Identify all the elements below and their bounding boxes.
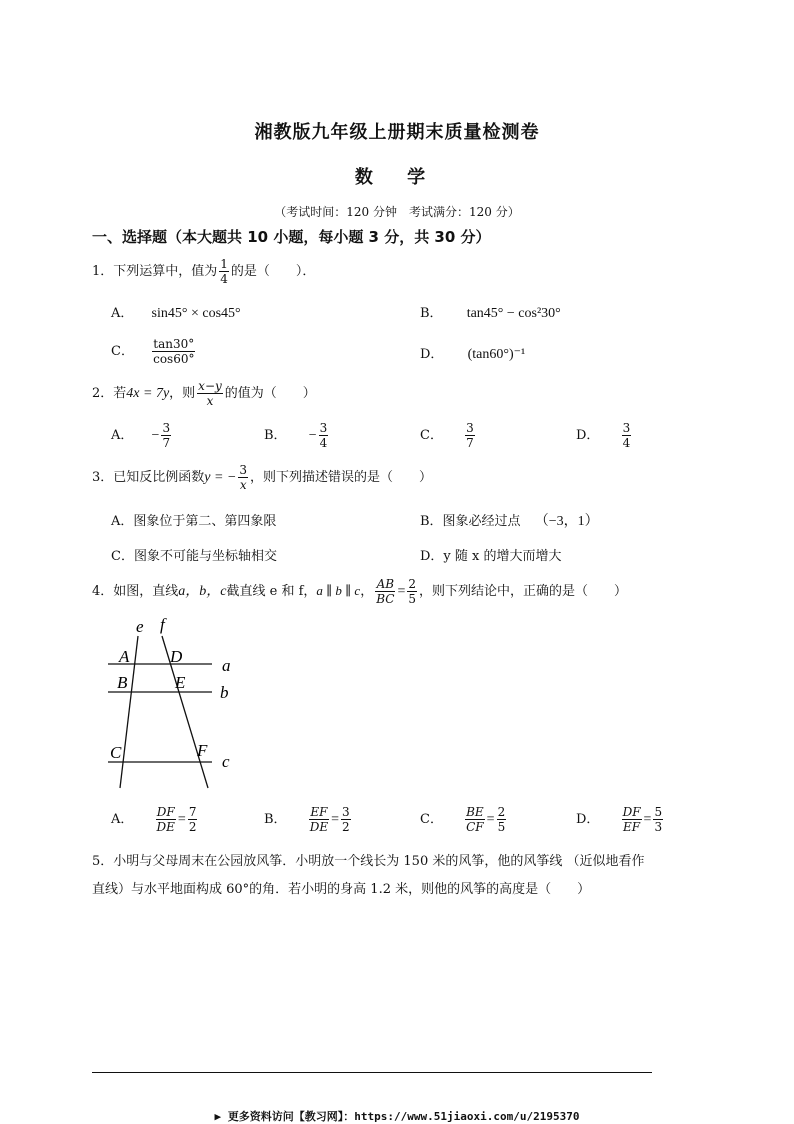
q2-b-den: 4 [319, 436, 328, 450]
q4-c-rhs [497, 806, 507, 833]
question-3-stem [92, 464, 432, 491]
q4-a-rden: 2 [188, 820, 197, 834]
q1-c-label: C． [111, 344, 134, 359]
q1-stem-after: 的是（ ）． [230, 264, 316, 279]
q4-a-lden: DE [156, 820, 175, 834]
q3-b-text: B．图象必经过点 [420, 514, 521, 529]
q2-option-a [111, 422, 173, 449]
q4-d-rhs [653, 806, 663, 833]
q4-b-lden: DE [309, 820, 329, 834]
label-F: F [197, 741, 208, 760]
q3-option-b [420, 510, 599, 530]
q1-stem-before: 1．下列运算中，值为 [92, 264, 218, 279]
q4-a-rnum: 7 [188, 805, 197, 819]
q1-fraction [219, 258, 229, 285]
q4-c-equals: = [486, 812, 495, 827]
q2-a-fraction [161, 422, 171, 449]
q3-b-point: （−3，1） [534, 514, 599, 529]
footer-divider [92, 1072, 652, 1073]
label-f: f [160, 615, 165, 634]
label-A: A [119, 647, 130, 666]
q1-a-text: sin45° × cos45° [151, 306, 241, 321]
q2-frac-num: x−y [198, 379, 222, 393]
q4-a-label: A． [111, 812, 134, 827]
q1-d-label: D． [420, 347, 444, 362]
q4-rhs-den: 5 [408, 592, 416, 606]
q2-b-sign: − [308, 428, 317, 443]
q1-c-den: cos60° [153, 352, 195, 366]
q1-frac-num: 1 [220, 257, 228, 271]
q1-a-label: A． [111, 306, 134, 321]
q2-d-den: 4 [622, 436, 631, 450]
q4-c-rden: 5 [497, 820, 506, 834]
q3-option-c: C．图象不可能与坐标轴相交 [111, 549, 277, 564]
q2-option-c [420, 422, 477, 449]
q3-option-d: D．y 随 x 的增大而增大 [420, 549, 562, 564]
q2-stem-mid: ，则 [169, 386, 196, 401]
q4-b-lhs [309, 806, 329, 833]
q2-b-fraction [319, 422, 329, 449]
question-5-line-2: 直线）与水平地面构成 60°的角．若小明的身高 1.2 米，则他的风筝的高度是（ ） [92, 882, 591, 897]
q1-b-text: tan45° − cos²30° [466, 306, 561, 321]
q2-b-num: 3 [319, 421, 328, 435]
q2-frac-den: x [206, 394, 214, 408]
q2-equation: 4x = 7y [126, 386, 170, 401]
q2-c-den: 7 [466, 436, 474, 450]
q4-a-equals: = [177, 812, 186, 827]
q1-option-b [420, 302, 561, 322]
label-e: e [136, 617, 144, 636]
exam-info: （考试时间：120 分钟 考试满分：120 分） [274, 205, 520, 219]
q3-fraction [238, 464, 248, 491]
question-5-line-1: 5．小明与父母周末在公园放风筝．小明放一个线长为 150 米的风筝，他的风筝线 （近似地看作 [92, 854, 645, 869]
q2-option-b [264, 422, 330, 449]
question-1-stem [92, 258, 315, 285]
q4-ratio-rhs [407, 578, 417, 605]
q4-frac-den: BC [376, 592, 395, 606]
q2-a-num: 3 [162, 421, 171, 435]
q2-c-fraction [465, 422, 475, 449]
q4-figure [100, 612, 250, 794]
q4-a-lnum: DF [156, 805, 175, 819]
q3-option-a: A．图象位于第二、第四象限 [111, 514, 277, 529]
q1-option-a [111, 302, 241, 322]
q4-b-rhs [341, 806, 351, 833]
q2-d-fraction [622, 422, 632, 449]
question-4-stem [92, 578, 627, 605]
q4-lines-abc: a，b，c [178, 584, 227, 599]
q4-c-lhs [465, 806, 485, 833]
q4-c-label: C． [420, 812, 443, 827]
q4-b-label: B． [264, 812, 287, 827]
q2-a-label: A． [111, 428, 134, 443]
q4-d-lnum: DF [622, 805, 641, 819]
q2-stem-after: 的值为（ ） [224, 386, 316, 401]
q3-func-lhs: y = − [204, 470, 237, 485]
q4-option-b [264, 806, 353, 833]
q4-option-c [420, 806, 508, 833]
q1-c-num: tan30° [153, 337, 195, 351]
q1-d-text: (tan60°)⁻¹ [467, 347, 526, 362]
q4-d-lhs [622, 806, 642, 833]
q4-stem-before: 4．如图，直线 [92, 584, 179, 599]
label-B: B [117, 673, 128, 692]
exam-title: 湘教版九年级上册期末质量检测卷 [254, 122, 540, 143]
q2-fraction [197, 380, 223, 407]
q2-d-num: 3 [622, 421, 631, 435]
q1-frac-den: 4 [220, 272, 228, 286]
q4-option-d [576, 806, 665, 833]
q4-parallel: a ∥ b ∥ c [316, 583, 361, 598]
q4-b-equals: = [331, 812, 339, 827]
q4-equals: = [397, 584, 406, 599]
q2-b-label: B． [264, 428, 287, 443]
question-2-stem [92, 380, 316, 407]
q3-frac-den: x [239, 478, 247, 492]
q4-comma: ， [360, 584, 374, 599]
q4-ratio-lhs [375, 578, 395, 605]
q4-d-rnum: 5 [654, 805, 663, 819]
subject-title: 数 学 [354, 167, 440, 188]
q2-a-sign: − [151, 428, 160, 443]
q4-a-rhs [188, 806, 198, 833]
q4-d-lden: EF [623, 820, 641, 834]
q3-stem-after: ，则下列描述错误的是（ ） [250, 470, 433, 485]
q4-stem-after: ，则下列结论中，正确的是（ ） [418, 584, 627, 599]
q4-c-rnum: 2 [497, 805, 506, 819]
q2-stem-before: 2．若 [92, 386, 127, 401]
q2-c-label: C． [420, 428, 443, 443]
q2-d-label: D． [576, 428, 600, 443]
label-C: C [110, 743, 122, 762]
q4-a-lhs [156, 806, 176, 833]
label-a: a [222, 656, 231, 675]
q3-stem-before: 3．已知反比例函数 [92, 470, 205, 485]
q4-c-lnum: BE [466, 805, 484, 819]
section-heading: 一、选择题（本大题共 10 小题，每小题 3 分，共 30 分） [92, 228, 491, 246]
q4-rhs-num: 2 [408, 577, 416, 591]
q4-d-equals: = [643, 812, 652, 827]
q1-option-d [420, 343, 525, 363]
q1-option-c [111, 338, 197, 365]
q4-stem-mid: 截直线 e 和 f， [226, 584, 317, 599]
q4-d-rden: 3 [654, 820, 663, 834]
label-b: b [220, 683, 229, 702]
footer-link[interactable]: ▶ 更多资料访问【教习网】：https://www.51jiaoxi.com/u/2195370 [214, 1110, 580, 1123]
q2-c-num: 3 [466, 421, 474, 435]
q4-c-lden: CF [466, 820, 484, 834]
label-D: D [170, 647, 183, 666]
q2-option-d [576, 422, 633, 449]
q4-b-rnum: 3 [342, 805, 350, 819]
q1-b-label: B． [420, 306, 443, 321]
line-f [162, 636, 208, 788]
q4-b-lnum: EF [310, 805, 328, 819]
q1-c-fraction [152, 338, 195, 365]
q3-frac-num: 3 [239, 463, 248, 477]
label-c: c [222, 752, 230, 771]
q4-b-rden: 2 [342, 820, 350, 834]
q4-d-label: D． [576, 812, 600, 827]
q4-frac-num: AB [376, 577, 395, 591]
label-E: E [175, 673, 186, 692]
q2-a-den: 7 [162, 436, 171, 450]
q4-option-a [111, 806, 199, 833]
